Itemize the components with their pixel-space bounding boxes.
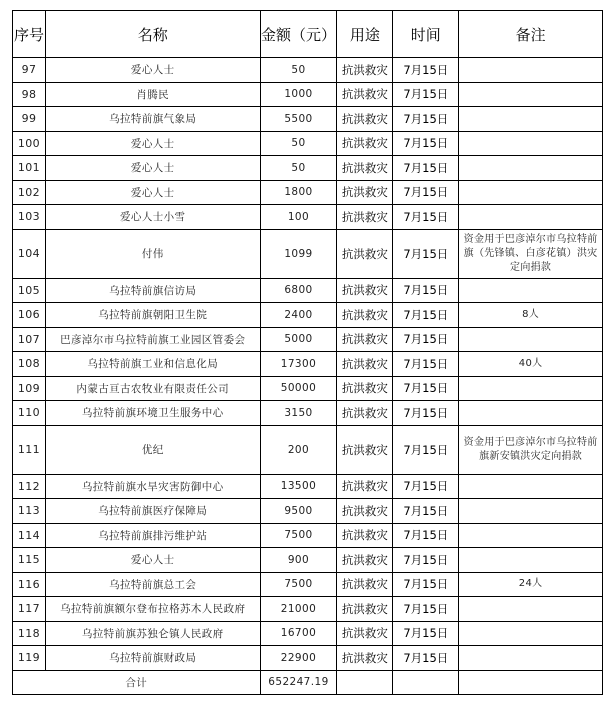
- cell-name: 肖腾民: [45, 82, 260, 107]
- cell-time: 7月15日: [393, 82, 459, 107]
- cell-note: [459, 107, 603, 132]
- table-row: [13, 303, 603, 328]
- cell-amount: 50: [260, 131, 337, 156]
- cell-name: 优纪: [45, 425, 260, 474]
- cell-time: 7月15日: [393, 597, 459, 622]
- cell-time: 7月15日: [393, 58, 459, 83]
- cell-name: 爱心人士小雪: [45, 205, 260, 230]
- header-purpose: 用途: [337, 11, 393, 58]
- cell-note: [459, 621, 603, 646]
- cell-amount: 1099: [260, 229, 337, 278]
- cell-purpose: 抗洪救灾: [337, 376, 393, 401]
- cell-time: 7月15日: [393, 327, 459, 352]
- cell-amount: 13500: [260, 474, 337, 499]
- cell-time: 7月15日: [393, 425, 459, 474]
- total-time-empty: [393, 670, 459, 695]
- cell-note: 资金用于巴彦淖尔市乌拉特前旗新安镇洪灾定向捐款: [459, 425, 603, 474]
- cell-amount: 2400: [260, 303, 337, 328]
- table-row: [13, 278, 603, 303]
- cell-amount: 50: [260, 156, 337, 181]
- cell-purpose: 抗洪救灾: [337, 548, 393, 573]
- cell-name: 乌拉特前旗朝阳卫生院: [45, 303, 260, 328]
- cell-amount: 900: [260, 548, 337, 573]
- cell-note: [459, 278, 603, 303]
- cell-no: 110: [13, 401, 46, 426]
- total-label: 合计: [13, 670, 261, 695]
- cell-no: 104: [13, 229, 46, 278]
- cell-purpose: 抗洪救灾: [337, 523, 393, 548]
- cell-note: [459, 376, 603, 401]
- cell-note: [459, 474, 603, 499]
- cell-time: 7月15日: [393, 523, 459, 548]
- cell-no: 116: [13, 572, 46, 597]
- cell-no: 109: [13, 376, 46, 401]
- cell-purpose: 抗洪救灾: [337, 425, 393, 474]
- table-row: [13, 548, 603, 573]
- cell-note: 8人: [459, 303, 603, 328]
- cell-no: 115: [13, 548, 46, 573]
- total-note-empty: [459, 670, 603, 695]
- table-row: [13, 572, 603, 597]
- table-row: [13, 352, 603, 377]
- cell-amount: 1800: [260, 180, 337, 205]
- cell-name: 乌拉特前旗额尔登布拉格苏木人民政府: [45, 597, 260, 622]
- header-no: 序号: [13, 11, 46, 58]
- table-row: [13, 401, 603, 426]
- cell-amount: 21000: [260, 597, 337, 622]
- cell-time: 7月15日: [393, 131, 459, 156]
- donation-table: [12, 10, 603, 695]
- cell-no: 101: [13, 156, 46, 181]
- cell-amount: 17300: [260, 352, 337, 377]
- cell-name: 爱心人士: [45, 156, 260, 181]
- header-name: 名称: [45, 11, 260, 58]
- cell-no: 98: [13, 82, 46, 107]
- cell-note: [459, 82, 603, 107]
- cell-no: 97: [13, 58, 46, 83]
- cell-time: 7月15日: [393, 548, 459, 573]
- cell-purpose: 抗洪救灾: [337, 107, 393, 132]
- cell-name: 付伟: [45, 229, 260, 278]
- cell-no: 100: [13, 131, 46, 156]
- cell-time: 7月15日: [393, 352, 459, 377]
- cell-note: 40人: [459, 352, 603, 377]
- cell-time: 7月15日: [393, 572, 459, 597]
- cell-amount: 100: [260, 205, 337, 230]
- cell-amount: 5000: [260, 327, 337, 352]
- cell-note: [459, 523, 603, 548]
- cell-purpose: 抗洪救灾: [337, 499, 393, 524]
- header-time: 时间: [393, 11, 459, 58]
- cell-purpose: 抗洪救灾: [337, 156, 393, 181]
- cell-name: 乌拉特前旗工业和信息化局: [45, 352, 260, 377]
- cell-no: 114: [13, 523, 46, 548]
- table-row: [13, 205, 603, 230]
- cell-name: 乌拉特前旗信访局: [45, 278, 260, 303]
- table-row: [13, 646, 603, 671]
- cell-name: 乌拉特前旗水旱灾害防御中心: [45, 474, 260, 499]
- cell-time: 7月15日: [393, 156, 459, 181]
- cell-name: 乌拉特前旗环境卫生服务中心: [45, 401, 260, 426]
- cell-purpose: 抗洪救灾: [337, 303, 393, 328]
- total-purpose-empty: [337, 670, 393, 695]
- cell-purpose: 抗洪救灾: [337, 401, 393, 426]
- table-row: [13, 499, 603, 524]
- table-row: [13, 107, 603, 132]
- cell-amount: 50000: [260, 376, 337, 401]
- cell-name: 乌拉特前旗总工会: [45, 572, 260, 597]
- cell-purpose: 抗洪救灾: [337, 180, 393, 205]
- total-row: [13, 670, 603, 695]
- table-row: [13, 474, 603, 499]
- header-note: 备注: [459, 11, 603, 58]
- table-row: [13, 58, 603, 83]
- cell-time: 7月15日: [393, 474, 459, 499]
- cell-amount: 22900: [260, 646, 337, 671]
- cell-time: 7月15日: [393, 401, 459, 426]
- cell-purpose: 抗洪救灾: [337, 131, 393, 156]
- cell-time: 7月15日: [393, 303, 459, 328]
- table-row: [13, 376, 603, 401]
- cell-amount: 6800: [260, 278, 337, 303]
- cell-no: 105: [13, 278, 46, 303]
- cell-amount: 5500: [260, 107, 337, 132]
- cell-note: [459, 180, 603, 205]
- cell-name: 爱心人士: [45, 58, 260, 83]
- cell-purpose: 抗洪救灾: [337, 572, 393, 597]
- cell-time: 7月15日: [393, 229, 459, 278]
- cell-time: 7月15日: [393, 107, 459, 132]
- cell-purpose: 抗洪救灾: [337, 352, 393, 377]
- table-row: [13, 180, 603, 205]
- cell-name: 乌拉特前旗苏独仑镇人民政府: [45, 621, 260, 646]
- table-row: [13, 425, 603, 474]
- table-row: [13, 327, 603, 352]
- cell-no: 106: [13, 303, 46, 328]
- cell-no: 107: [13, 327, 46, 352]
- cell-purpose: 抗洪救灾: [337, 82, 393, 107]
- cell-name: 乌拉特前旗排污维护站: [45, 523, 260, 548]
- table-row: [13, 156, 603, 181]
- cell-note: [459, 58, 603, 83]
- cell-amount: 1000: [260, 82, 337, 107]
- cell-note: 资金用于巴彦淖尔市乌拉特前旗（先锋镇、白彦花镇）洪灾定向捐款: [459, 229, 603, 278]
- cell-purpose: 抗洪救灾: [337, 58, 393, 83]
- cell-name: 爱心人士: [45, 131, 260, 156]
- cell-amount: 9500: [260, 499, 337, 524]
- cell-note: [459, 548, 603, 573]
- cell-no: 119: [13, 646, 46, 671]
- cell-time: 7月15日: [393, 278, 459, 303]
- cell-time: 7月15日: [393, 499, 459, 524]
- cell-time: 7月15日: [393, 205, 459, 230]
- cell-name: 巴彦淖尔市乌拉特前旗工业园区管委会: [45, 327, 260, 352]
- header-row: [13, 11, 603, 58]
- table-row: [13, 229, 603, 278]
- cell-purpose: 抗洪救灾: [337, 327, 393, 352]
- cell-no: 103: [13, 205, 46, 230]
- table-row: [13, 523, 603, 548]
- total-amount: 652247.19: [260, 670, 337, 695]
- cell-time: 7月15日: [393, 621, 459, 646]
- cell-amount: 200: [260, 425, 337, 474]
- cell-amount: 16700: [260, 621, 337, 646]
- cell-no: 113: [13, 499, 46, 524]
- cell-note: [459, 646, 603, 671]
- cell-time: 7月15日: [393, 180, 459, 205]
- cell-purpose: 抗洪救灾: [337, 646, 393, 671]
- cell-amount: 50: [260, 58, 337, 83]
- cell-purpose: 抗洪救灾: [337, 474, 393, 499]
- cell-name: 乌拉特前旗气象局: [45, 107, 260, 132]
- cell-time: 7月15日: [393, 376, 459, 401]
- cell-amount: 7500: [260, 523, 337, 548]
- table-row: [13, 131, 603, 156]
- cell-name: 爱心人士: [45, 548, 260, 573]
- cell-name: 乌拉特前旗医疗保障局: [45, 499, 260, 524]
- cell-note: [459, 205, 603, 230]
- cell-note: [459, 597, 603, 622]
- cell-no: 108: [13, 352, 46, 377]
- cell-no: 118: [13, 621, 46, 646]
- table-row: [13, 82, 603, 107]
- cell-purpose: 抗洪救灾: [337, 229, 393, 278]
- cell-time: 7月15日: [393, 646, 459, 671]
- table-row: [13, 621, 603, 646]
- cell-purpose: 抗洪救灾: [337, 621, 393, 646]
- cell-purpose: 抗洪救灾: [337, 278, 393, 303]
- cell-note: [459, 401, 603, 426]
- cell-name: 爱心人士: [45, 180, 260, 205]
- table-row: [13, 597, 603, 622]
- cell-name: 内蒙古亘古农牧业有限责任公司: [45, 376, 260, 401]
- cell-note: 24人: [459, 572, 603, 597]
- cell-purpose: 抗洪救灾: [337, 597, 393, 622]
- header-amount: 金额（元）: [260, 11, 337, 58]
- cell-amount: 3150: [260, 401, 337, 426]
- cell-name: 乌拉特前旗财政局: [45, 646, 260, 671]
- cell-no: 117: [13, 597, 46, 622]
- cell-note: [459, 131, 603, 156]
- cell-note: [459, 499, 603, 524]
- cell-no: 102: [13, 180, 46, 205]
- cell-no: 99: [13, 107, 46, 132]
- cell-no: 111: [13, 425, 46, 474]
- cell-purpose: 抗洪救灾: [337, 205, 393, 230]
- cell-no: 112: [13, 474, 46, 499]
- cell-note: [459, 327, 603, 352]
- cell-note: [459, 156, 603, 181]
- cell-amount: 7500: [260, 572, 337, 597]
